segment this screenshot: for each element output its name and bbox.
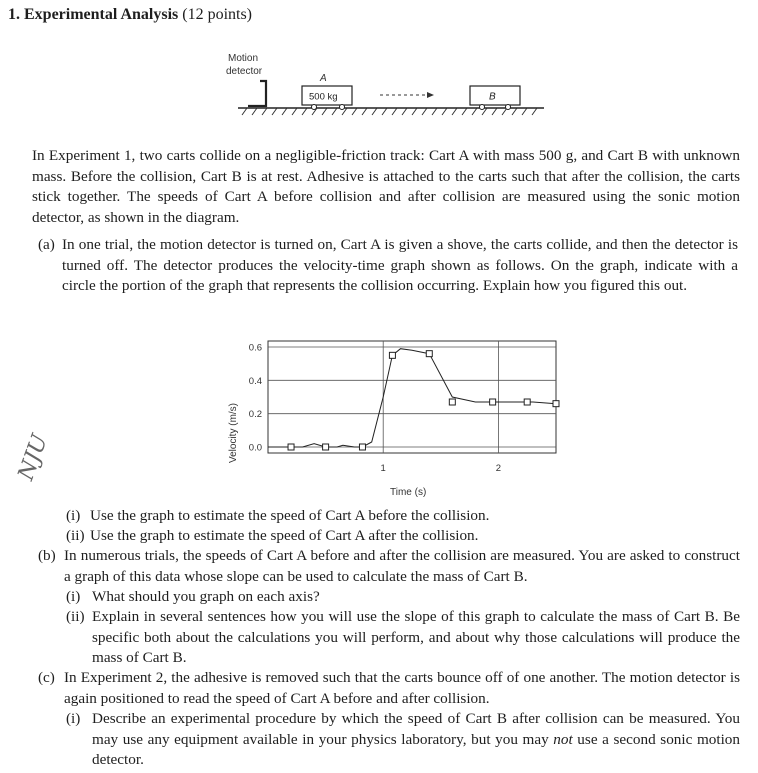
chart-data-point [426,351,432,357]
detector-label-1: Motion [228,53,259,64]
detector-label-2: detector [226,66,263,77]
question-points: (12 points) [182,6,253,23]
velocity-time-chart [222,335,572,500]
cart-b-wheel [506,105,511,110]
cart-b-label: B [489,91,496,103]
cart-a-label: A [320,73,327,84]
chart-xlabel: Time (s) [390,487,427,498]
motion-detector-shape [248,81,266,106]
part-b-sub-ii-text: Explain in several sentences how you will use the slope of this graph to calculate the mass of Cart B. Be specific both about the calculations you will perform, and about why those calculations will produce the mass of Cart B. [92,608,740,666]
cart-a-wheel [340,105,345,110]
handwritten-margin-mark: ΝJU [13,431,54,484]
chart-grid [268,341,556,453]
chart-data-point [490,399,496,405]
part-c-sub-i-emphasis: not [553,730,573,748]
cart-b-wheel [480,105,485,110]
part-c-sub-i-label: (i) [66,710,81,727]
part-c-text: In Experiment 2, the adhesive is removed such that the carts bounce off of one another. The motion detector is again positioned to read the speed of Cart A before and after collision. [64,669,740,707]
cart-a-mass: 500 kg [309,91,338,103]
chart-data-point [553,401,559,407]
chart-data-point [449,399,455,405]
question-heading: Experimental Analysis [24,6,179,23]
chart-ylabel: Velocity (m/s) [228,402,239,463]
chart-frame [268,341,556,453]
chart-y-tick-label: 0.2 [248,409,262,421]
question-title [8,6,252,24]
track-hatching [242,108,537,115]
chart-data-point [323,444,329,450]
chart-ticks [249,343,501,475]
cart-a-wheel [312,105,317,110]
motion-arrow-head [427,92,434,98]
part-c-sub-i-post: use a second sonic motion detector. [92,730,740,768]
part-a-sub-i-text: Use the graph to estimate the speed of Cart A before the collision. [90,507,490,524]
chart-data-point [524,399,530,405]
part-c-sub-i-pre: Describe an experimental procedure by which the speed of Cart B after collision can be measured. You may use any equipment available in your physics laboratory, but you may [92,710,740,748]
part-a-sub-ii-text: Use the graph to estimate the speed of Cart A after the collision. [90,527,479,544]
part-c-sub-i-text [92,709,740,771]
chart-y-tick-label: 0.4 [248,375,262,387]
chart-data-point [389,352,395,358]
chart-series-line [268,349,556,447]
question-number: 1. [8,6,20,23]
chart-markers [288,351,559,450]
part-b-label: (b) [38,547,56,564]
intro-paragraph: In Experiment 1, two carts collide on a negligible-friction track: Cart A with mass 500 g, and Cart B with unknown mass. Before the collision, Cart B is at rest. Adhesive is attached to the carts such that after the collision, the carts stick together. The speeds of Cart A before collision and after collision are measured using the sonic motion detector, as shown in the diagram. [32,147,740,226]
part-a-label: (a) [38,236,55,253]
chart-data-point [288,444,294,450]
part-a-text: In one trial, the motion detector is turned on, Cart A is given a shove, the carts collide, and then the detector is turned off. The detector produces the velocity-time graph shown as follows. On the graph, indicate with a circle the portion of the graph that represents the collision occurring. Explain how you figured this out. [62,236,738,294]
track-diagram [222,48,552,130]
part-b-text: In numerous trials, the speeds of Cart A before and after the collision are measured. You are asked to construct a graph of this data whose slope can be used to calculate the mass of Cart B. [64,547,740,585]
part-b-sub-ii-label: (ii) [66,608,85,625]
chart-x-tick-label: 2 [495,463,502,474]
chart-y-tick-label: 0.0 [248,442,262,454]
part-a-sub-ii-label: (ii) [66,527,85,544]
part-a-sub-i-label: (i) [66,507,81,524]
part-b-sub-i-text: What should you graph on each axis? [92,588,320,605]
part-b-sub-i-label: (i) [66,588,81,605]
part-c-label: (c) [38,669,55,686]
chart-x-tick-label: 1 [380,463,386,474]
chart-y-tick-label: 0.6 [248,342,262,354]
chart-data-point [359,444,365,450]
